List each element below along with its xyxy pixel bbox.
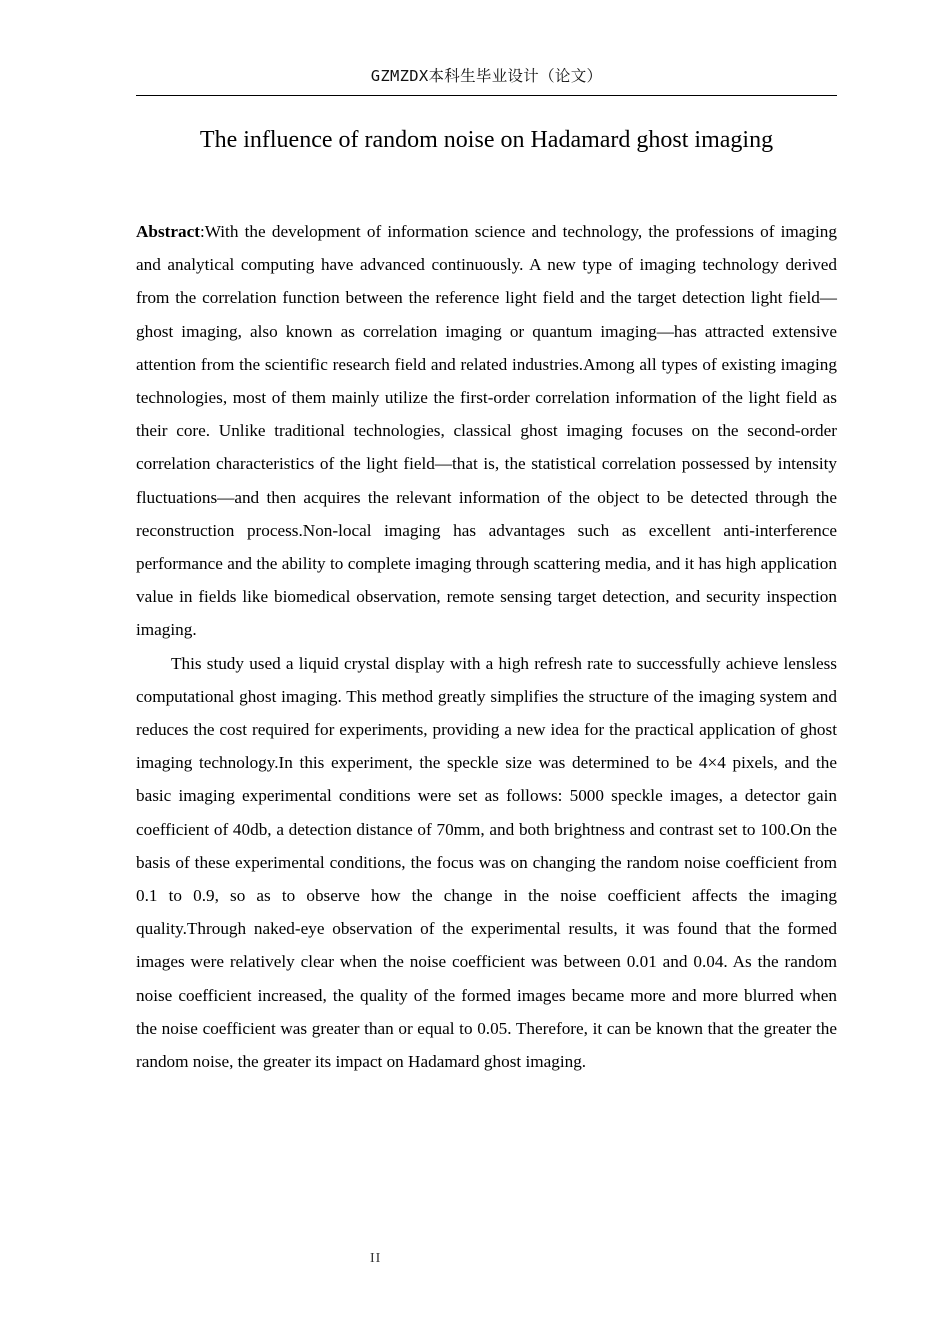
abstract-separator: : (199, 222, 205, 241)
header-divider (136, 95, 837, 96)
abstract-label: Abstract (136, 222, 200, 241)
paper-title: The influence of random noise on Hadamard ghost imaging (199, 127, 774, 153)
page-header: GZMZDX本科生毕业设计（论文） (370, 67, 603, 85)
abstract-paragraph-1 (136, 215, 837, 647)
abstract-paragraph-2: This study used a liquid crystal display with a high refresh rate to successfully achieve lensless computational ghost imaging. This method greatly simplifies the structure of the imaging system and reduces the cost required for experiments, providing a new idea for the practical application of ghost imaging technology.In this experiment, the speckle size was determined to be 4×4 pixels, and the basic imaging experimental conditions were set as follows: 5000 speckle images, a detector gain coefficient of 40db, a detection distance of 70mm, and both brightness and contrast set to 100.On the basis of these experimental conditions, the focus was on changing the random noise coefficient from 0.1 to 0.9, so as to observe how the change in the noise coefficient affects the imaging quality.Through naked-eye observation of the experimental results, it was found that the formed images were relatively clear when the noise coefficient was between 0.01 and 0.04. As the random noise coefficient increased, the quality of the formed images became more and more blurred when the noise coefficient was greater than or equal to 0.05. Therefore, it can be known that the greater the random noise, the greater its impact on Hadamard ghost imaging. (136, 653, 837, 1072)
page-number: II (370, 1251, 382, 1266)
abstract-paragraph-1-text: With the development of information science and technology, the professions of imaging and analytical computing have advanced continuously. A new type of imaging technology derived from the correlation function between the reference light field and the target detection light field—ghost imaging, also known as correlation imaging or quantum imaging—has attracted extensive attention from the scientific research field and related industries.Among all types of existing imaging technologies, most of them mainly utilize the first-order correlation information of the light field as their core. Unlike traditional technologies, classical ghost imaging focuses on the second-order correlation characteristics of the light field—that is, the statistical correlation possessed by intensity fluctuations—and then acquires the relevant information of the object to be detected through the reconstruction process.Non-local imaging has advantages such as excellent anti-interference performance and the ability to complete imaging through scattering media, and it has high application value in fields like biomedical observation, remote sensing target detection, and security inspection imaging. (136, 222, 837, 640)
abstract-section (136, 215, 837, 1078)
